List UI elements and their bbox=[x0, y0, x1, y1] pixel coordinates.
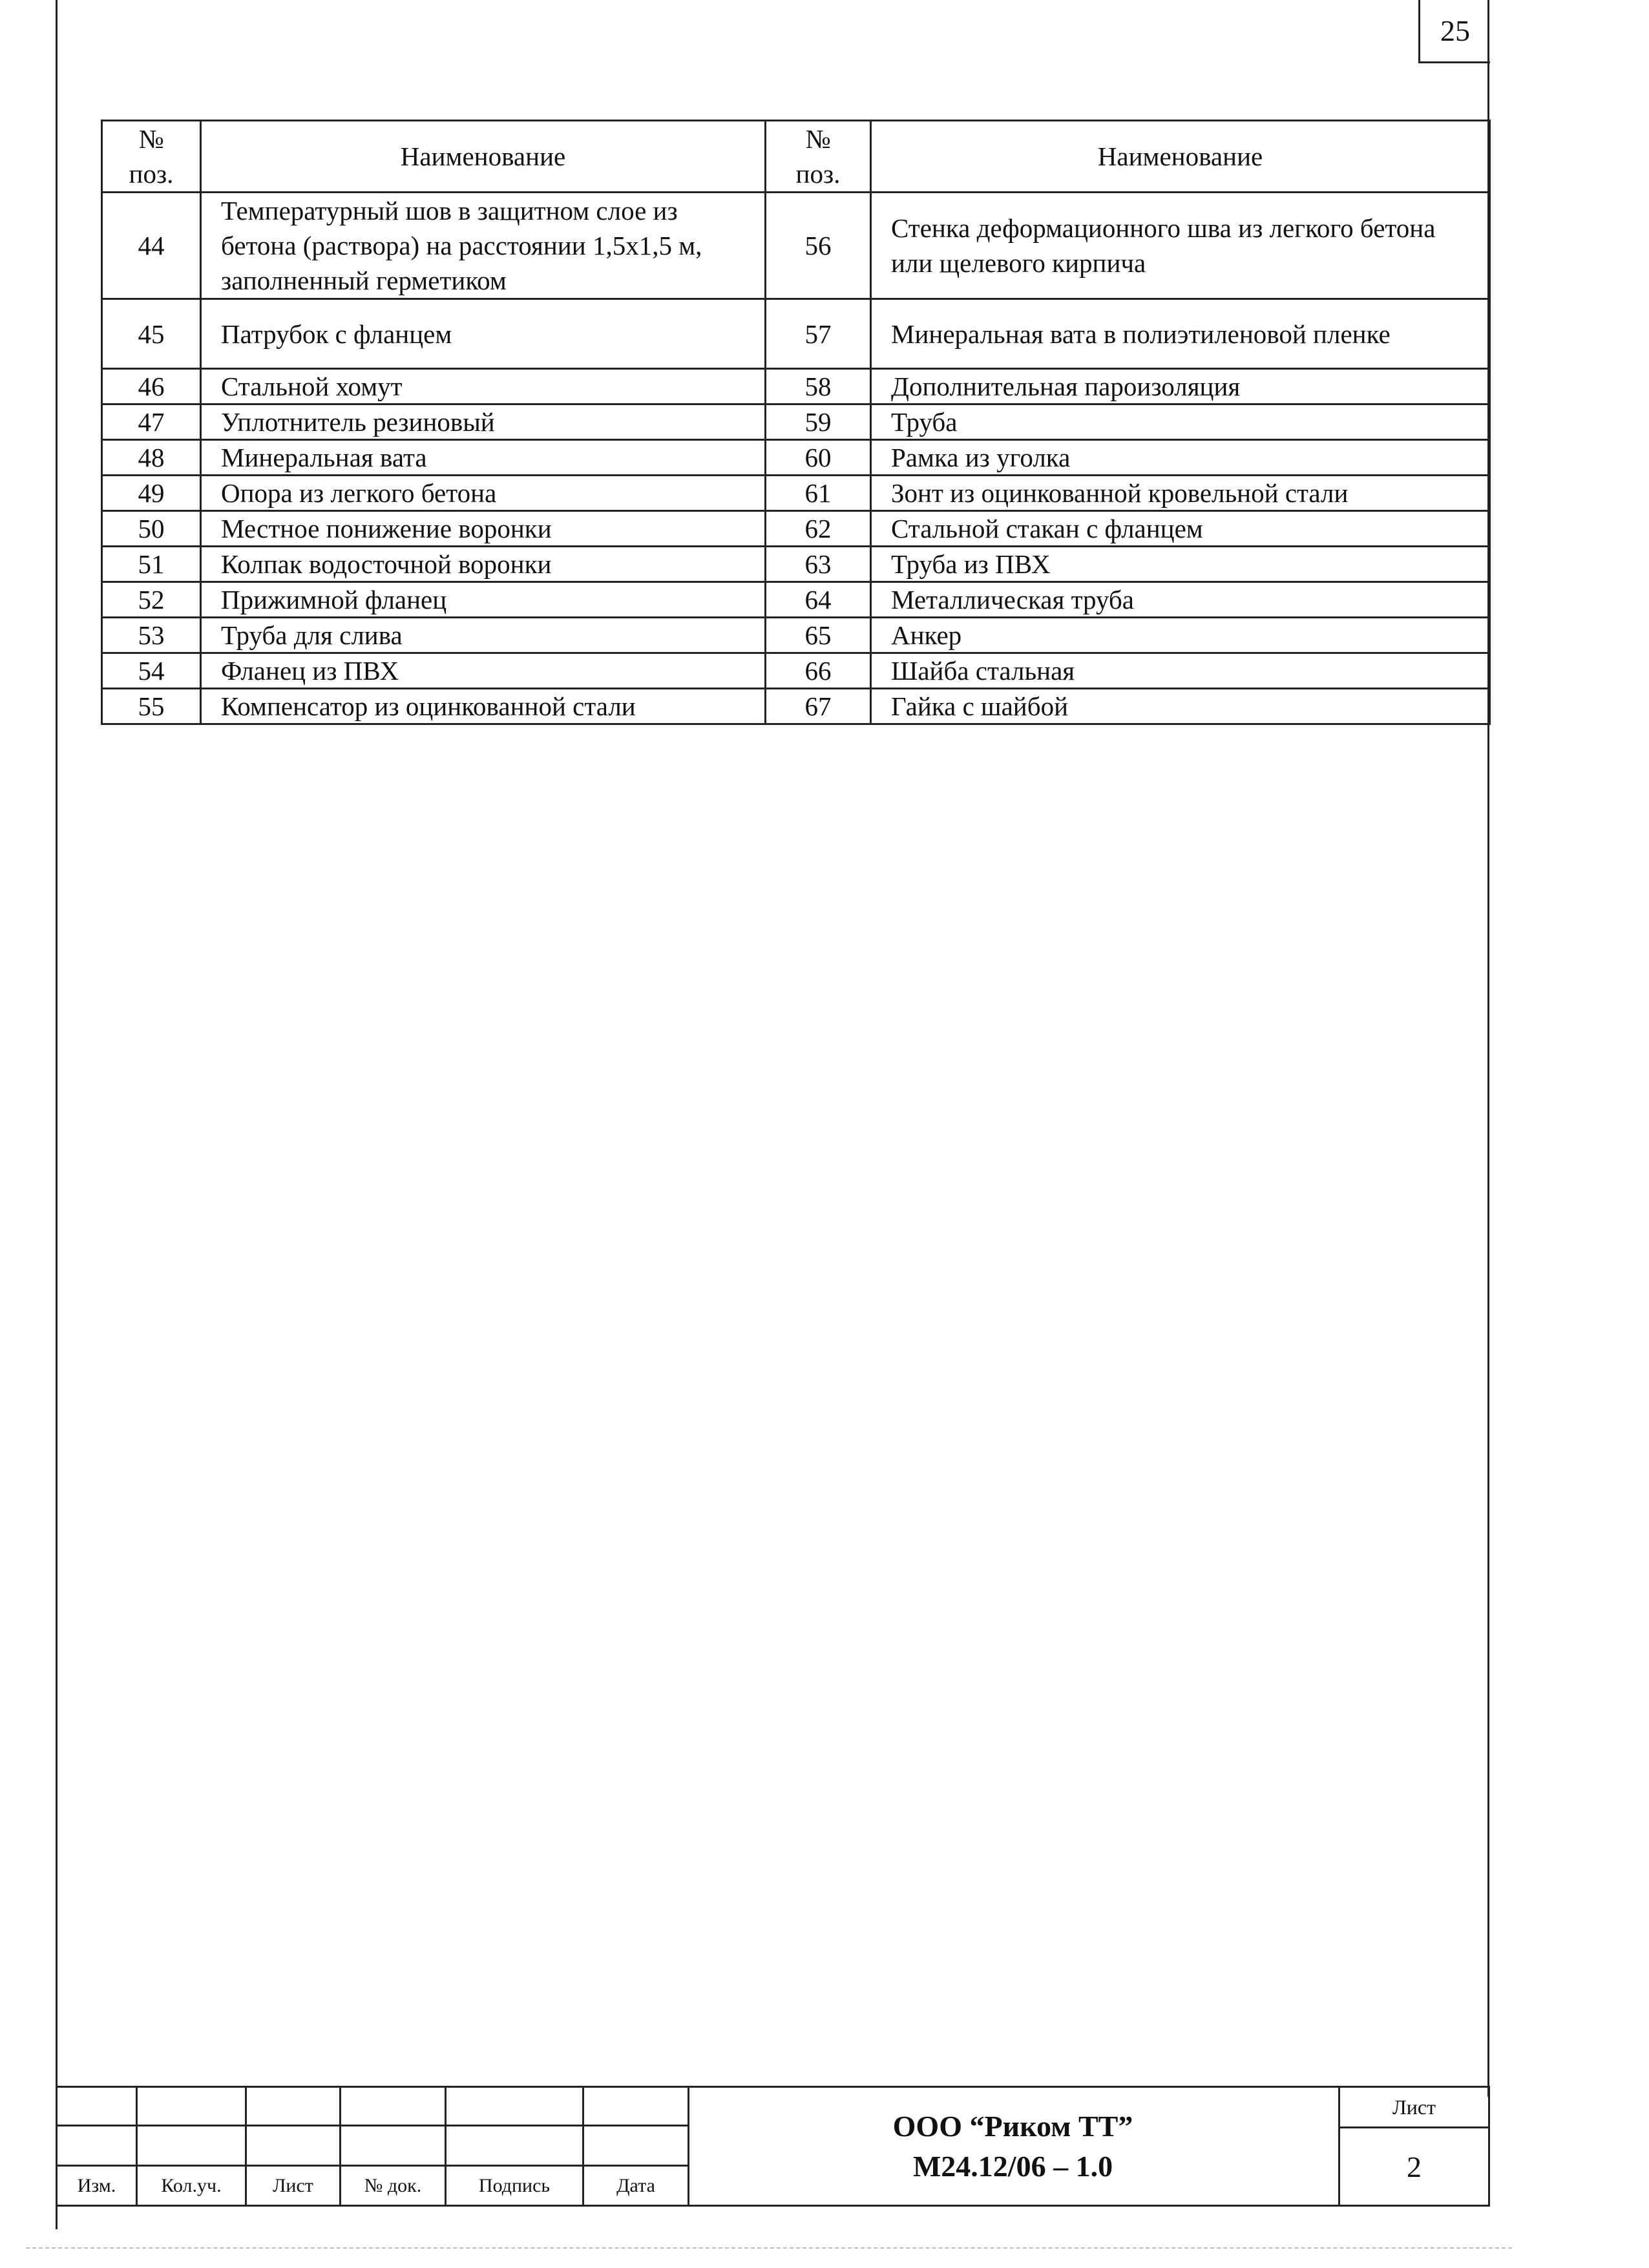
name-left: Труба для слива bbox=[201, 618, 766, 653]
table-row bbox=[102, 299, 1490, 369]
header-pos-right: № поз. bbox=[766, 121, 871, 193]
position-right: 67 bbox=[766, 689, 871, 724]
stamp-cell bbox=[246, 2126, 341, 2166]
name-left: Местное понижение воронки bbox=[201, 511, 766, 547]
position-left: 51 bbox=[102, 547, 201, 582]
scan-edge-line bbox=[26, 2247, 1512, 2249]
table-row bbox=[102, 511, 1490, 547]
table-row bbox=[102, 689, 1490, 724]
position-right: 57 bbox=[766, 299, 871, 369]
name-left: Стальной хомут bbox=[201, 369, 766, 404]
name-left: Прижимной фланец bbox=[201, 582, 766, 618]
header-pos-left: № поз. bbox=[102, 121, 201, 193]
name-right: Анкер bbox=[871, 618, 1490, 653]
position-left: 55 bbox=[102, 689, 201, 724]
stamp-col-kol: Кол.уч. bbox=[137, 2166, 246, 2206]
name-right: Минеральная вата в полиэтиленовой пленке bbox=[871, 299, 1490, 369]
stamp-title bbox=[688, 2086, 1338, 2207]
name-right: Рамка из уголка bbox=[871, 440, 1490, 476]
table-row bbox=[102, 618, 1490, 653]
document-code: М24.12/06 – 1.0 bbox=[912, 2149, 1113, 2183]
position-left: 44 bbox=[102, 193, 201, 299]
table-row bbox=[102, 476, 1490, 511]
company-name: ООО “Риком ТТ” bbox=[892, 2109, 1133, 2143]
position-right: 66 bbox=[766, 653, 871, 689]
position-right: 64 bbox=[766, 582, 871, 618]
stamp-cell bbox=[446, 2126, 583, 2166]
name-left: Колпак водосточной воронки bbox=[201, 547, 766, 582]
revision-stamp bbox=[56, 2086, 689, 2207]
table-row bbox=[102, 547, 1490, 582]
stamp-cell bbox=[583, 2126, 689, 2166]
stamp-cell bbox=[246, 2087, 341, 2126]
table-row bbox=[102, 582, 1490, 618]
position-left: 53 bbox=[102, 618, 201, 653]
name-left: Уплотнитель резиновый bbox=[201, 404, 766, 440]
header-name-right: Наименование bbox=[871, 121, 1490, 193]
position-left: 49 bbox=[102, 476, 201, 511]
header-name-left: Наименование bbox=[201, 121, 766, 193]
position-left: 45 bbox=[102, 299, 201, 369]
page-number: 25 bbox=[1418, 0, 1490, 63]
sheet-label: Лист bbox=[1340, 2088, 1488, 2128]
table-row bbox=[102, 404, 1490, 440]
position-right: 65 bbox=[766, 618, 871, 653]
name-right: Шайба стальная bbox=[871, 653, 1490, 689]
position-right: 61 bbox=[766, 476, 871, 511]
stamp-cell bbox=[137, 2126, 246, 2166]
position-left: 48 bbox=[102, 440, 201, 476]
position-right: 59 bbox=[766, 404, 871, 440]
specification-table bbox=[101, 120, 1491, 725]
stamp-cell bbox=[341, 2126, 446, 2166]
table-row bbox=[102, 193, 1490, 299]
name-right: Стенка деформационного шва из легкого бетона или щелевого кирпича bbox=[871, 193, 1490, 299]
name-left: Опора из легкого бетона bbox=[201, 476, 766, 511]
position-left: 47 bbox=[102, 404, 201, 440]
position-right: 56 bbox=[766, 193, 871, 299]
stamp-col-list: Лист bbox=[246, 2166, 341, 2206]
sheet-number: 2 bbox=[1407, 2150, 1422, 2183]
name-right: Гайка с шайбой bbox=[871, 689, 1490, 724]
stamp-col-sign: Подпись bbox=[446, 2166, 583, 2206]
position-left: 50 bbox=[102, 511, 201, 547]
stamp-col-doc: № док. bbox=[341, 2166, 446, 2206]
stamp-cell bbox=[446, 2087, 583, 2126]
stamp-cell bbox=[57, 2126, 137, 2166]
stamp-col-date: Дата bbox=[583, 2166, 689, 2206]
title-block bbox=[56, 2086, 1488, 2205]
position-right: 60 bbox=[766, 440, 871, 476]
name-right: Стальной стакан с фланцем bbox=[871, 511, 1490, 547]
sheet-box bbox=[1338, 2086, 1490, 2207]
name-right: Труба bbox=[871, 404, 1490, 440]
stamp-col-izm: Изм. bbox=[57, 2166, 137, 2206]
name-right: Металлическая труба bbox=[871, 582, 1490, 618]
name-right: Труба из ПВХ bbox=[871, 547, 1490, 582]
stamp-cell bbox=[57, 2087, 137, 2126]
frame-left-border bbox=[56, 0, 58, 2229]
name-right: Зонт из оцинкованной кровельной стали bbox=[871, 476, 1490, 511]
position-right: 58 bbox=[766, 369, 871, 404]
table-body bbox=[102, 193, 1490, 724]
stamp-cell bbox=[137, 2087, 246, 2126]
name-left: Температурный шов в защитном слое из бетона (раствора) на расстоянии 1,5х1,5 м, заполненный герметиком bbox=[201, 193, 766, 299]
name-left: Фланец из ПВХ bbox=[201, 653, 766, 689]
position-right: 62 bbox=[766, 511, 871, 547]
position-left: 54 bbox=[102, 653, 201, 689]
table-row bbox=[102, 440, 1490, 476]
stamp-cell bbox=[341, 2087, 446, 2126]
stamp-cell bbox=[583, 2087, 689, 2126]
position-right: 63 bbox=[766, 547, 871, 582]
name-right: Дополнительная пароизоляция bbox=[871, 369, 1490, 404]
table-row bbox=[102, 369, 1490, 404]
table-row bbox=[102, 653, 1490, 689]
name-left: Патрубок с фланцем bbox=[201, 299, 766, 369]
position-left: 52 bbox=[102, 582, 201, 618]
table-header-row bbox=[102, 121, 1490, 193]
position-left: 46 bbox=[102, 369, 201, 404]
name-left: Компенсатор из оцинкованной стали bbox=[201, 689, 766, 724]
name-left: Минеральная вата bbox=[201, 440, 766, 476]
